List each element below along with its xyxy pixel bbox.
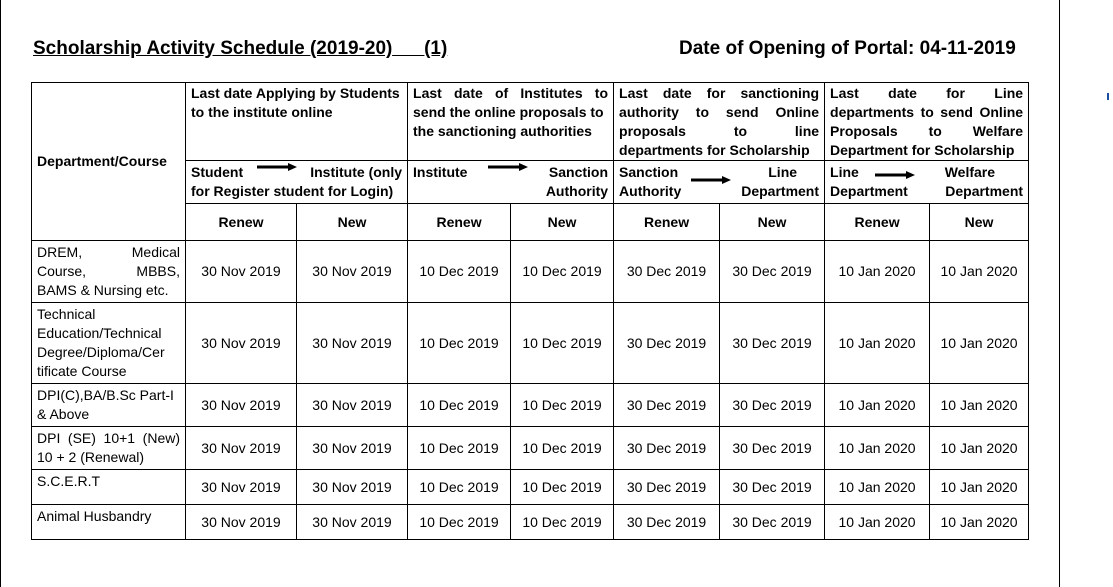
schedule-table [31, 82, 1029, 540]
date-cell: 10 Jan 2020 [825, 303, 930, 384]
desc-line: departments to send Online [830, 104, 1024, 120]
flow-to: Institute (only [310, 164, 403, 180]
flow-from: Student [191, 164, 244, 180]
page-title [33, 38, 447, 60]
date-cell: 30 Nov 2019 [186, 505, 297, 540]
date-cell: 10 Jan 2020 [825, 505, 930, 540]
date-cell: 10 Dec 2019 [511, 505, 614, 540]
dept-cell [32, 384, 186, 427]
date-cell: 30 Dec 2019 [614, 241, 720, 303]
date-cell: 30 Nov 2019 [297, 241, 408, 303]
flow-from: Sanction [619, 164, 679, 180]
date-cell: 10 Jan 2020 [930, 384, 1029, 427]
date-cell: 10 Jan 2020 [930, 470, 1029, 505]
date-cell: 10 Dec 2019 [408, 470, 511, 505]
dept-line: S.C.E.R.T [37, 473, 101, 489]
flow-to-cont: for Register student for Login) [191, 183, 394, 199]
dept-line: Animal Husbandry [37, 508, 152, 524]
stage-2-flow [408, 161, 614, 204]
flow-to-cont: Department [741, 183, 820, 199]
desc-line: proposals to line [619, 123, 820, 139]
dept-line: & Above [37, 406, 90, 422]
date-cell: 10 Dec 2019 [408, 241, 511, 303]
col-header-renew: Renew [186, 204, 297, 241]
stage-3-flow [614, 161, 825, 204]
dept-line: Technical [37, 306, 96, 322]
date-cell: 10 Dec 2019 [408, 427, 511, 470]
date-cell: 10 Dec 2019 [511, 470, 614, 505]
page-border-left [0, 0, 1, 587]
date-cell: 30 Dec 2019 [720, 505, 825, 540]
dept-column-header: Department/Course [32, 83, 186, 241]
desc-line: Last date for sanctioning [619, 85, 820, 101]
col-header-renew: Renew [408, 204, 511, 241]
right-arrow-icon [488, 163, 528, 171]
desc-line: to the institute online [191, 104, 333, 120]
col-header-renew: Renew [825, 204, 930, 241]
dept-cell [32, 427, 186, 470]
date-cell: 30 Dec 2019 [614, 427, 720, 470]
date-cell: 30 Nov 2019 [186, 384, 297, 427]
stage-description-row [32, 83, 1029, 161]
table-row [32, 427, 1029, 470]
page-border-right [1059, 0, 1060, 587]
date-cell: 30 Nov 2019 [186, 427, 297, 470]
date-cell: 30 Dec 2019 [720, 384, 825, 427]
date-cell: 10 Jan 2020 [930, 505, 1029, 540]
right-arrow-icon [691, 176, 731, 184]
stage-4-flow [825, 161, 1029, 204]
date-cell: 30 Nov 2019 [297, 505, 408, 540]
desc-line: send the online proposals to [413, 104, 604, 120]
date-cell: 10 Dec 2019 [408, 505, 511, 540]
dept-line: Degree/Diploma/Cer [37, 344, 165, 360]
stage-3-description [614, 83, 825, 161]
desc-line: Last date of Institutes to [413, 85, 609, 101]
table-row [32, 384, 1029, 427]
col-header-new: New [297, 204, 408, 241]
table-row [32, 303, 1029, 384]
flow-to-cont: Authority [545, 183, 609, 199]
col-header-new: New [930, 204, 1029, 241]
dept-cell [32, 303, 186, 384]
date-cell: 30 Nov 2019 [186, 303, 297, 384]
date-cell: 30 Dec 2019 [720, 303, 825, 384]
title-text: Scholarship Activity Schedule (2019-20) [33, 38, 393, 59]
flow-to: Sanction [548, 164, 609, 180]
date-cell: 10 Jan 2020 [930, 241, 1029, 303]
date-cell: 10 Dec 2019 [408, 384, 511, 427]
desc-line: Last date Applying by Students [191, 85, 400, 101]
flow-to: Welfare [944, 164, 996, 180]
date-cell: 10 Jan 2020 [930, 303, 1029, 384]
table-row [32, 470, 1029, 505]
date-cell: 30 Dec 2019 [720, 427, 825, 470]
flow-from-cont: Department [830, 183, 908, 199]
dept-line: DPI (SE) 10+1 (New) [37, 430, 180, 446]
date-cell: 30 Dec 2019 [720, 470, 825, 505]
desc-line: Last date for Line [830, 85, 1024, 101]
dept-line: Education/Technical [37, 325, 162, 341]
date-cell: 30 Dec 2019 [720, 241, 825, 303]
date-cell: 10 Jan 2020 [825, 384, 930, 427]
date-cell: 30 Dec 2019 [614, 303, 720, 384]
date-cell: 10 Jan 2020 [930, 427, 1029, 470]
flow-from: Institute [413, 164, 468, 180]
dept-line: BAMS & Nursing etc. [37, 282, 169, 298]
table-row [32, 505, 1029, 540]
col-header-new: New [511, 204, 614, 241]
dept-cell [32, 470, 186, 505]
desc-line: Department for Scholarship [830, 142, 1015, 158]
table-row [32, 241, 1029, 303]
right-arrow-icon [875, 171, 915, 179]
title-number: (1) [424, 38, 448, 59]
dept-cell [32, 505, 186, 540]
date-cell: 10 Dec 2019 [511, 303, 614, 384]
desc-line: departments for Scholarship [619, 142, 810, 158]
flow-from: Line [830, 164, 859, 180]
desc-line: authority to send Online [619, 104, 820, 120]
date-cell: 30 Dec 2019 [614, 470, 720, 505]
flow-to: Line [768, 164, 798, 180]
portal-opening-date: Date of Opening of Portal: 04-11-2019 [679, 38, 1016, 59]
stage-1-flow [186, 161, 408, 204]
date-cell: 10 Dec 2019 [511, 384, 614, 427]
date-cell: 10 Jan 2020 [825, 470, 930, 505]
date-cell: 30 Nov 2019 [186, 241, 297, 303]
date-cell: 30 Nov 2019 [186, 470, 297, 505]
stage-1-description [186, 83, 408, 161]
date-cell: 10 Dec 2019 [511, 241, 614, 303]
col-header-renew: Renew [614, 204, 720, 241]
desc-line: Proposals to Welfare [830, 123, 1024, 139]
date-cell: 30 Nov 2019 [297, 470, 408, 505]
flow-from-cont: Authority [619, 183, 682, 199]
flow-to-cont: Department [945, 183, 1024, 199]
stage-2-description [408, 83, 614, 161]
date-cell: 30 Nov 2019 [297, 384, 408, 427]
scroll-marker [1107, 93, 1109, 100]
desc-line: the sanctioning authorities [413, 123, 592, 139]
col-header-new: New [720, 204, 825, 241]
date-cell: 30 Nov 2019 [297, 303, 408, 384]
date-cell: 10 Dec 2019 [511, 427, 614, 470]
right-arrow-icon [257, 163, 297, 171]
dept-line: DPI(C),BA/B.Sc Part-I [37, 387, 174, 403]
dept-line: tificate Course [37, 363, 127, 379]
date-cell: 10 Dec 2019 [408, 303, 511, 384]
date-cell: 30 Dec 2019 [614, 505, 720, 540]
date-cell: 10 Jan 2020 [825, 427, 930, 470]
dept-line: 10 + 2 (Renewal) [37, 449, 145, 465]
stage-4-description [825, 83, 1029, 161]
date-cell: 10 Jan 2020 [825, 241, 930, 303]
dept-cell [32, 241, 186, 303]
dept-line: DREM, Medical [37, 244, 180, 260]
dept-line: Course, MBBS, [37, 263, 180, 279]
date-cell: 30 Nov 2019 [297, 427, 408, 470]
date-cell: 30 Dec 2019 [614, 384, 720, 427]
